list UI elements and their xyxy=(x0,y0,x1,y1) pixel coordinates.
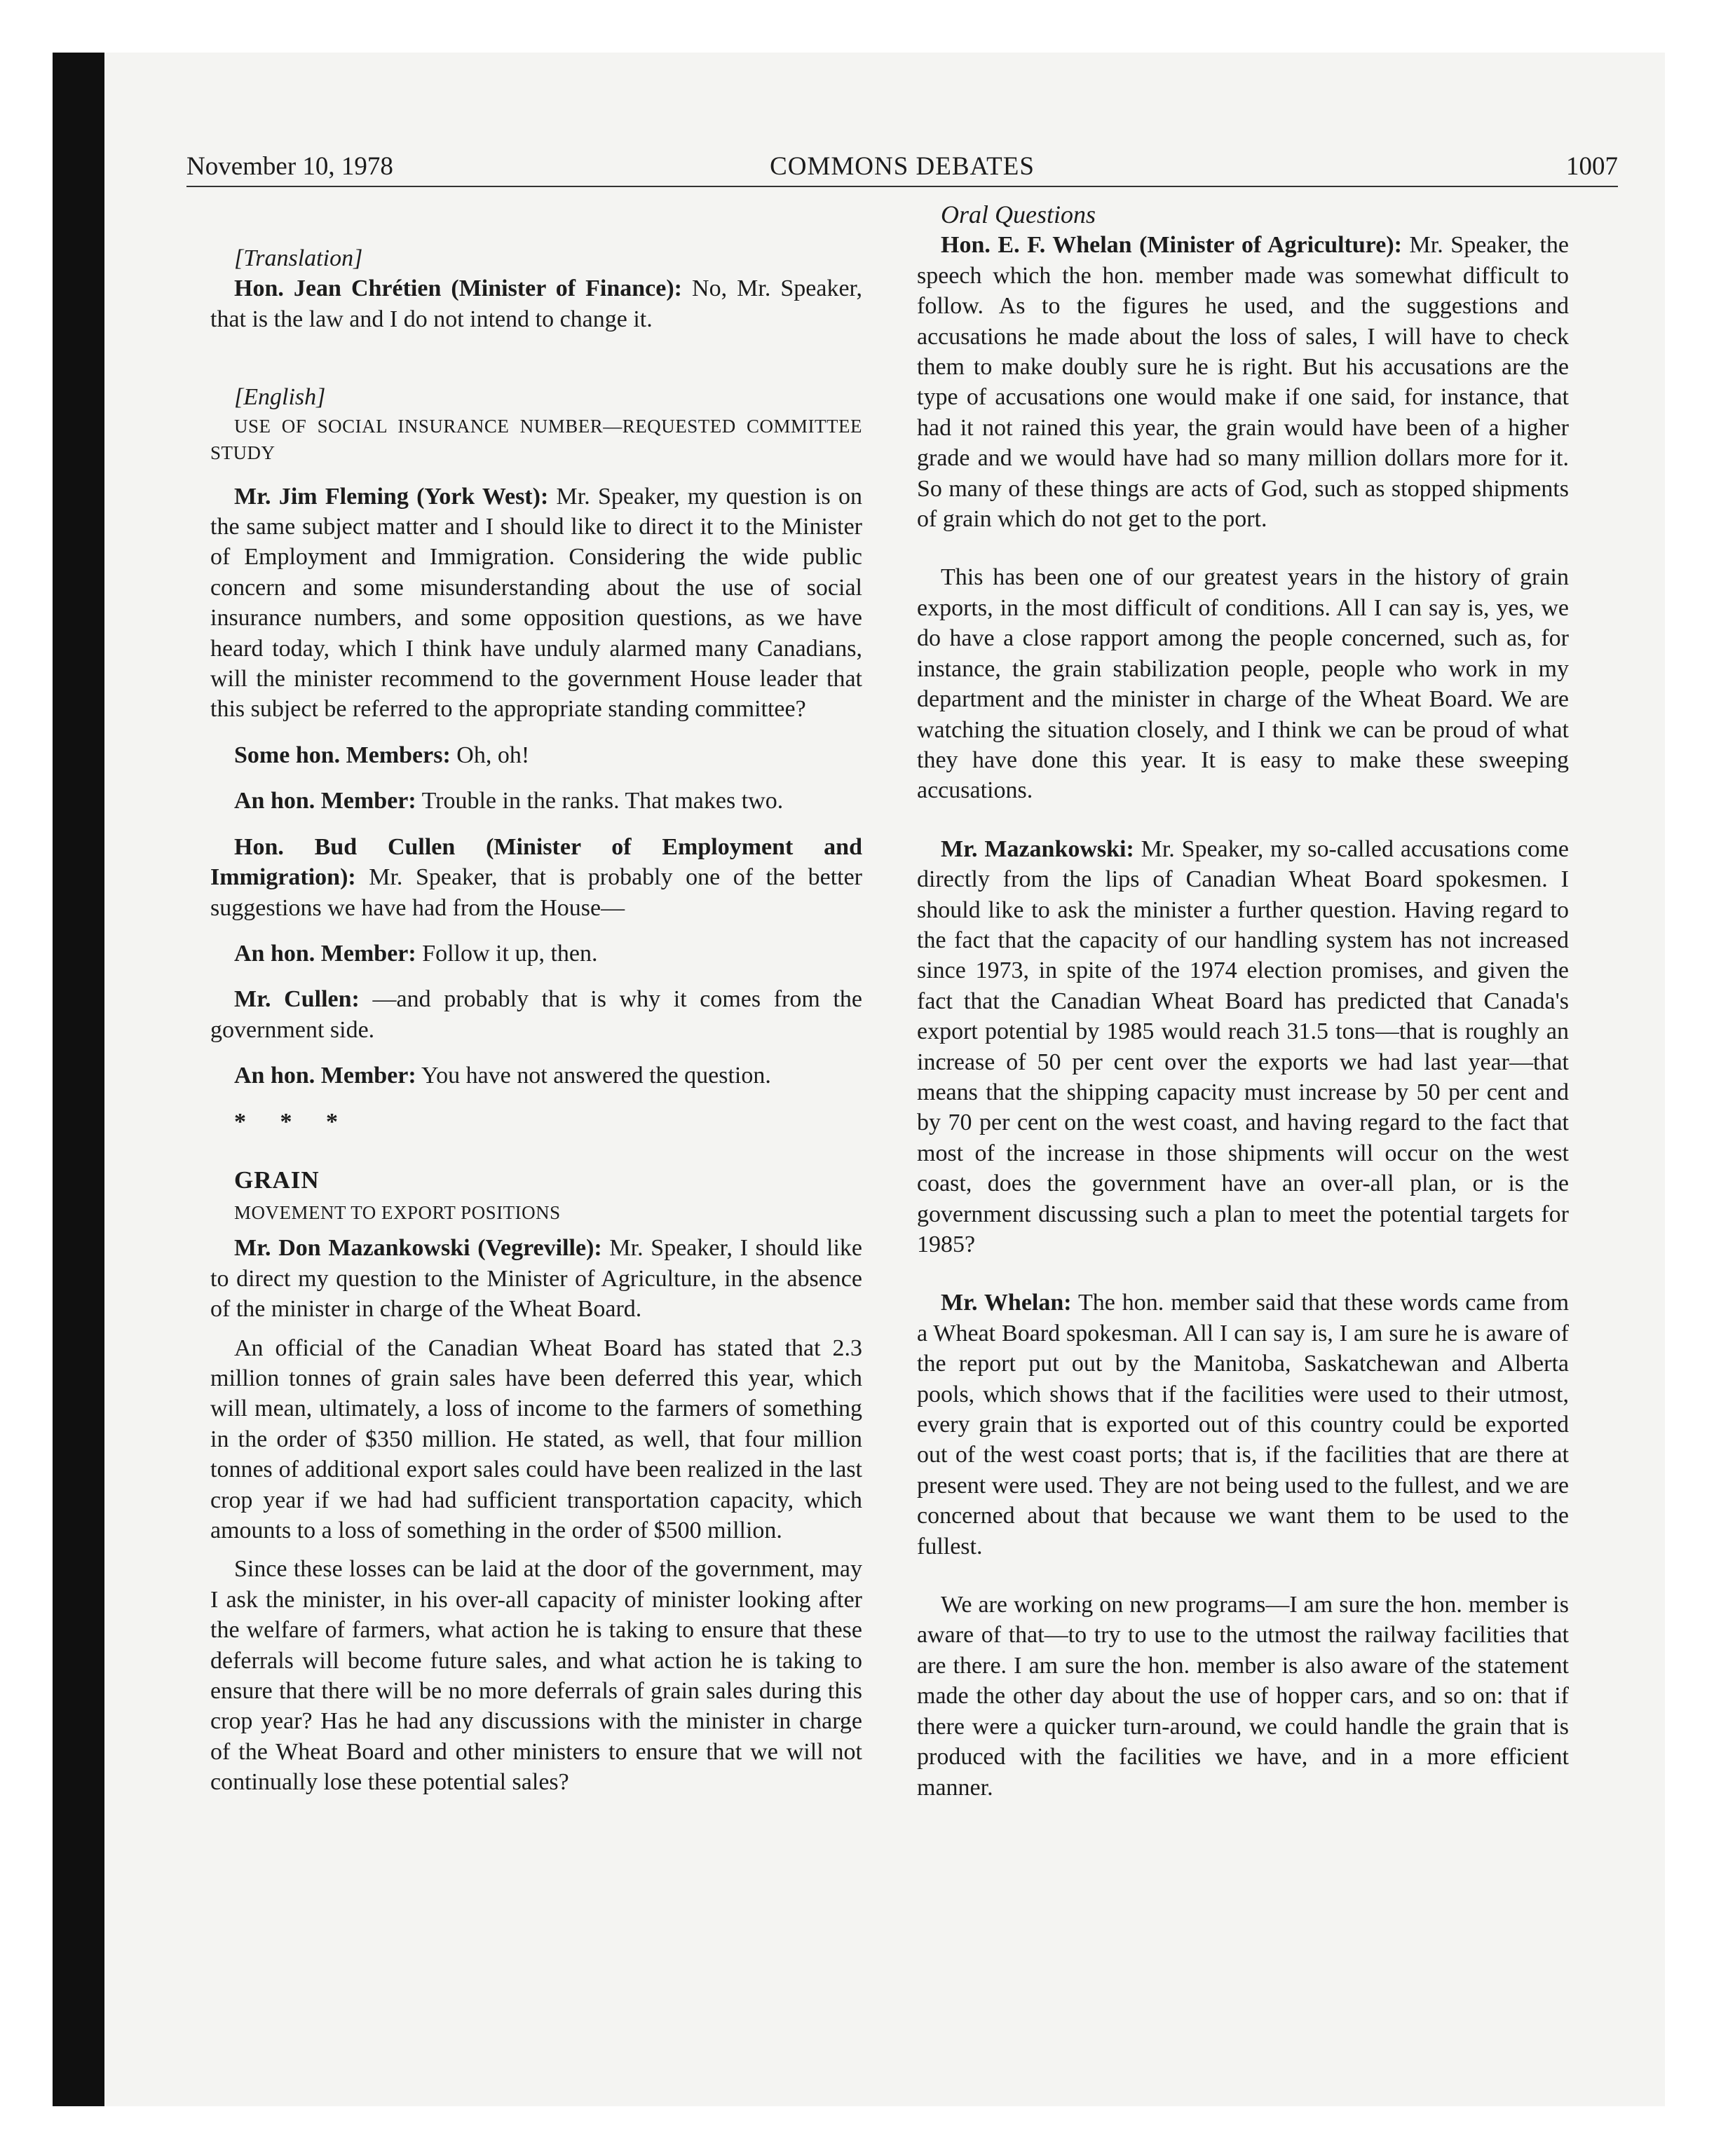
speaker-name: Mr. Cullen: xyxy=(234,986,360,1013)
paragraph xyxy=(917,230,1569,534)
paragraph xyxy=(210,786,862,816)
right-column xyxy=(917,200,1569,1803)
paragraph xyxy=(210,1060,862,1091)
speech-text: Mr. Speaker, that is probably one of the better suggestions we have had from the House— xyxy=(210,864,862,921)
speaker-name: An hon. Member: xyxy=(234,940,416,967)
paragraph xyxy=(210,832,862,923)
paragraph: An official of the Canadian Wheat Board has stated that 2.3 million tonnes of grain sales have been deferred this year, which will mean, ultimately, a loss of income to the farmers of something in the order of $350 million. He stated, as well, that four million tonnes of additional export sales could have been realized in the last crop year if we had had sufficient transportation capacity, which amounts to a loss of something in the order of $500 million. xyxy=(210,1335,862,1543)
section-heading: GRAIN xyxy=(234,1166,320,1194)
section-separator: * * * xyxy=(234,1108,352,1135)
speech-text: Mr. Speaker, I should like to direct my question to the Minister of Agriculture, in the absence of the minister in charge of the Wheat Board. xyxy=(210,1235,862,1323)
speaker-name: Mr. Don Mazankowski (Vegreville): xyxy=(234,1235,602,1262)
paragraph: We are working on new programs—I am sure the hon. member is aware of that—to try to use to the utmost the railway facilities that are there. I am sure the hon. member is also aware of the statement made the other day about the use of hopper cars, and so on: that if there were a quicker turn-around, we could handle the grain that is produced with the facilities we have, and in a more efficient manner. xyxy=(917,1592,1569,1801)
paragraph xyxy=(210,939,862,969)
paragraph xyxy=(210,482,862,725)
header-date: November 10, 1978 xyxy=(186,152,393,181)
paragraph xyxy=(917,834,1569,1260)
translation-tag: [Translation] xyxy=(234,245,363,271)
running-header xyxy=(186,147,1618,187)
speaker-name: Mr. Jim Fleming (York West): xyxy=(234,483,549,510)
header-title: COMMONS DEBATES xyxy=(770,152,1035,181)
scan-edge xyxy=(53,53,104,2106)
section-title: Oral Questions xyxy=(941,200,1096,228)
paragraph: Since these losses can be laid at the door of the government, may I ask the minister, in his over-all capacity of minister looking after the welfare of farmers, what action he is taking to ensure that these deferrals will become future sales, and what action he is taking to ensure that there will be no more deferrals of grain sales during this crop year? Has he had any discussions with the minister in charge of the Wheat Board and other ministers to ensure that we will not continually lose these potential sales? xyxy=(210,1556,862,1796)
paragraph xyxy=(210,1233,862,1324)
speech-text: Mr. Speaker, my question is on the same subject matter and I should like to direct it to the Minister of Employment and Immigration. Considering the wide public concern and some misunderstanding about the use of social insurance numbers, and some opposition questions, as we have heard today, which I think have unduly alarmed many Canadians, will the minister recommend to the government House leader that this subject be referred to the appropriate standing committee? xyxy=(210,483,862,723)
speech-text: Follow it up, then. xyxy=(416,940,598,967)
speaker-name: Hon. Bud Cullen (Minister of Employment and Immigration): xyxy=(210,833,862,891)
speech-text: —and probably that is why it comes from the government side. xyxy=(210,986,862,1043)
speaker-name: An hon. Member: xyxy=(234,788,416,814)
speech-text: Mr. Speaker, my so-called accusations come directly from the lips of Canadian Wheat Board spokesmen. I should like to ask the minister a further question. Having regard to the fact that the capacity of our handling system has not increased since 1973, in spite of the 1974 election promises, and given the fact that the Canadian Wheat Board has predicted that Canada's export potential by 1985 would reach 31.5 tons—that is roughly an increase of 50 per cent over the exports we had last year—that means that the shipping capacity must increase by 50 per cent and by 70 per cent on the west coast, and having regard to the fact that most of the increase in those shipments will occur on the west coast, does the government have an over-all plan, or is the government discussing such a plan to meet the potential targets for 1985? xyxy=(917,835,1569,1257)
speaker-name: An hon. Member: xyxy=(234,1063,416,1089)
speaker-name: Mr. Mazankowski: xyxy=(941,835,1134,862)
speaker-name: Some hon. Members: xyxy=(234,742,451,768)
speech-text: No, Mr. Speaker, that is the law and I do not intend to change it. xyxy=(210,275,862,332)
speaker-name: Hon. Jean Chrétien (Minister of Finance): xyxy=(234,275,682,302)
subheading: MOVEMENT TO EXPORT POSITIONS xyxy=(234,1202,561,1224)
subheading: USE OF SOCIAL INSURANCE NUMBER—REQUESTED COMMITTEE STUDY xyxy=(210,415,862,463)
speaker-name: Hon. E. F. Whelan (Minister of Agriculture): xyxy=(941,232,1402,259)
speech-text: Mr. Speaker, the speech which the hon. member made was somewhat difficult to follow. As to the figures he used, and the suggestions and accusations he made about the loss of sales, I will have to check them to make doubly sure he is right. But his accusations are the type of accusations one would make if one said, for instance, that had it not rained this year, the grain would have been of a higher grade and we would have had so many million dollars more for it. So many of these things are acts of God, such as stopped shipments of grain which do not get to the port. xyxy=(917,232,1570,533)
paragraph xyxy=(917,1288,1569,1562)
paragraph xyxy=(210,984,862,1045)
page-number: 1007 xyxy=(1566,152,1618,181)
speech-text: Trouble in the ranks. That makes two. xyxy=(416,788,784,814)
left-column xyxy=(210,200,862,1798)
english-tag: [English] xyxy=(234,384,326,411)
paragraph xyxy=(210,273,862,334)
speech-text: Oh, oh! xyxy=(450,742,530,768)
paragraph xyxy=(210,740,862,770)
speaker-name: Mr. Whelan: xyxy=(941,1290,1072,1316)
speech-text: The hon. member said that these words came from a Wheat Board spokesman. All I can say is, I am sure he is aware of the report put out by the Manitoba, Saskatchewan and Alberta pools, which shows that if the facilities were used to their utmost, every grain that is exported out of this country could be exported out of the west coast ports; that is, if the facilities that are there at present were used. They are not being used to the fullest, and we are concerned about that because we want them to be used to the fullest. xyxy=(917,1290,1570,1560)
paragraph: This has been one of our greatest years in the history of grain exports, in the most difficult of conditions. All I can say is, yes, we do have a close rapport among the people concerned, such as, for instance, the grain stabilization people, people who work in my department and the minister in charge of the Wheat Board. We are watching the situation closely, and I think we can be proud of what they have done this year. It is easy to make these sweeping accusations. xyxy=(917,564,1569,804)
speech-text: You have not answered the question. xyxy=(416,1063,771,1089)
